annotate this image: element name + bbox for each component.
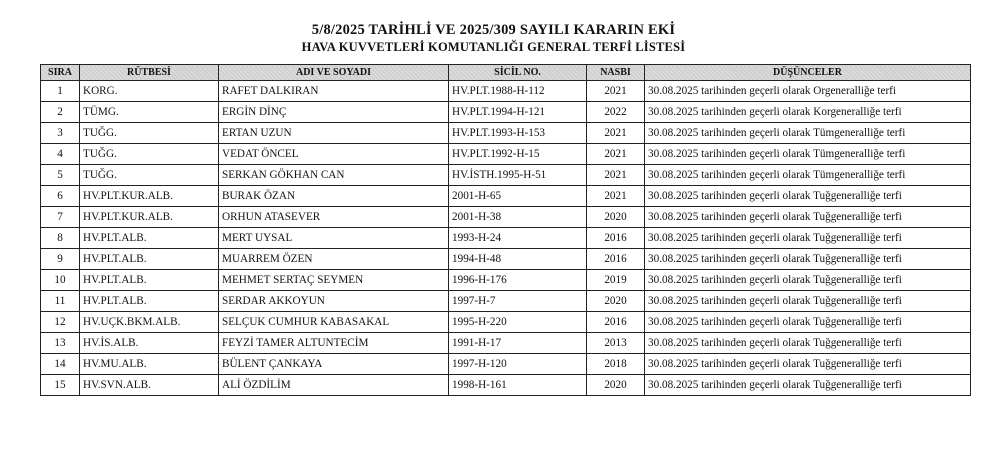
cell-nasbi: 2021: [587, 186, 645, 207]
cell-dusunceler: 30.08.2025 tarihinden geçerli olarak Tuğgeneralliğe terfi: [645, 270, 971, 291]
cell-nasbi: 2021: [587, 144, 645, 165]
cell-ad-soyad: RAFET DALKIRAN: [219, 81, 449, 102]
cell-sira: 13: [41, 333, 80, 354]
cell-sira: 12: [41, 312, 80, 333]
cell-nasbi: 2020: [587, 375, 645, 396]
cell-rutbe: TUĞG.: [80, 144, 219, 165]
cell-dusunceler: 30.08.2025 tarihinden geçerli olarak Orgeneralliğe terfi: [645, 81, 971, 102]
promotion-table: [40, 64, 971, 396]
table-row: [41, 144, 971, 165]
cell-sira: 11: [41, 291, 80, 312]
table-row: [41, 165, 971, 186]
cell-dusunceler: 30.08.2025 tarihinden geçerli olarak Tuğgeneralliğe terfi: [645, 312, 971, 333]
cell-rutbe: HV.İS.ALB.: [80, 333, 219, 354]
cell-rutbe: TUĞG.: [80, 165, 219, 186]
cell-dusunceler: 30.08.2025 tarihinden geçerli olarak Tümgeneralliğe terfi: [645, 165, 971, 186]
cell-sicil-no: 1993-H-24: [449, 228, 587, 249]
cell-dusunceler: 30.08.2025 tarihinden geçerli olarak Tuğgeneralliğe terfi: [645, 291, 971, 312]
cell-sicil-no: HV.PLT.1993-H-153: [449, 123, 587, 144]
cell-sira: 15: [41, 375, 80, 396]
cell-ad-soyad: MERT UYSAL: [219, 228, 449, 249]
cell-sira: 3: [41, 123, 80, 144]
cell-nasbi: 2018: [587, 354, 645, 375]
cell-dusunceler: 30.08.2025 tarihinden geçerli olarak Tümgeneralliğe terfi: [645, 144, 971, 165]
table-body: [41, 81, 971, 396]
cell-ad-soyad: SERKAN GÖKHAN CAN: [219, 165, 449, 186]
header-sicil-no: SİCİL NO.: [449, 65, 587, 81]
cell-sicil-no: 2001-H-65: [449, 186, 587, 207]
cell-dusunceler: 30.08.2025 tarihinden geçerli olarak Tuğgeneralliğe terfi: [645, 375, 971, 396]
cell-dusunceler: 30.08.2025 tarihinden geçerli olarak Korgeneralliğe terfi: [645, 102, 971, 123]
cell-ad-soyad: ORHUN ATASEVER: [219, 207, 449, 228]
cell-rutbe: HV.PLT.ALB.: [80, 291, 219, 312]
cell-ad-soyad: ALİ ÖZDİLİM: [219, 375, 449, 396]
table-row: [41, 249, 971, 270]
cell-rutbe: HV.UÇK.BKM.ALB.: [80, 312, 219, 333]
table-row: [41, 102, 971, 123]
cell-ad-soyad: MEHMET SERTAÇ SEYMEN: [219, 270, 449, 291]
header-ad-soyad: ADI VE SOYADI: [219, 65, 449, 81]
cell-rutbe: TÜMG.: [80, 102, 219, 123]
cell-nasbi: 2021: [587, 81, 645, 102]
cell-dusunceler: 30.08.2025 tarihinden geçerli olarak Tuğgeneralliğe terfi: [645, 186, 971, 207]
cell-ad-soyad: VEDAT ÖNCEL: [219, 144, 449, 165]
table-row: [41, 270, 971, 291]
cell-sicil-no: 1998-H-161: [449, 375, 587, 396]
cell-sicil-no: HV.PLT.1992-H-15: [449, 144, 587, 165]
cell-ad-soyad: ERTAN UZUN: [219, 123, 449, 144]
table-row: [41, 228, 971, 249]
cell-ad-soyad: BURAK ÖZAN: [219, 186, 449, 207]
cell-sira: 1: [41, 81, 80, 102]
cell-dusunceler: 30.08.2025 tarihinden geçerli olarak Tuğgeneralliğe terfi: [645, 333, 971, 354]
document-title: 5/8/2025 TARİHLİ VE 2025/309 SAYILI KARARIN EKİ: [311, 22, 676, 38]
cell-rutbe: HV.PLT.ALB.: [80, 249, 219, 270]
cell-sicil-no: 1997-H-7: [449, 291, 587, 312]
cell-sira: 5: [41, 165, 80, 186]
cell-nasbi: 2021: [587, 165, 645, 186]
cell-sira: 10: [41, 270, 80, 291]
table-row: [41, 186, 971, 207]
cell-rutbe: HV.MU.ALB.: [80, 354, 219, 375]
table-row: [41, 333, 971, 354]
cell-sicil-no: HV.PLT.1988-H-112: [449, 81, 587, 102]
cell-sicil-no: 1994-H-48: [449, 249, 587, 270]
cell-rutbe: TUĞG.: [80, 123, 219, 144]
cell-nasbi: 2016: [587, 249, 645, 270]
cell-dusunceler: 30.08.2025 tarihinden geçerli olarak Tuğgeneralliğe terfi: [645, 207, 971, 228]
table-header: [41, 65, 971, 81]
cell-sira: 6: [41, 186, 80, 207]
cell-sicil-no: 1995-H-220: [449, 312, 587, 333]
header-rutbe: RÜTBESİ: [80, 65, 219, 81]
cell-ad-soyad: SELÇUK CUMHUR KABASAKAL: [219, 312, 449, 333]
cell-rutbe: HV.PLT.KUR.ALB.: [80, 207, 219, 228]
cell-rutbe: HV.PLT.ALB.: [80, 270, 219, 291]
cell-rutbe: HV.PLT.ALB.: [80, 228, 219, 249]
cell-ad-soyad: ERGİN DİNÇ: [219, 102, 449, 123]
cell-nasbi: 2016: [587, 228, 645, 249]
table-row: [41, 81, 971, 102]
table-row: [41, 123, 971, 144]
cell-dusunceler: 30.08.2025 tarihinden geçerli olarak Tuğgeneralliğe terfi: [645, 228, 971, 249]
cell-nasbi: 2016: [587, 312, 645, 333]
cell-sicil-no: 2001-H-38: [449, 207, 587, 228]
cell-nasbi: 2013: [587, 333, 645, 354]
cell-rutbe: KORG.: [80, 81, 219, 102]
cell-ad-soyad: SERDAR AKKOYUN: [219, 291, 449, 312]
cell-sira: 2: [41, 102, 80, 123]
cell-ad-soyad: FEYZİ TAMER ALTUNTECİM: [219, 333, 449, 354]
cell-sira: 7: [41, 207, 80, 228]
header-nasbi: NASBI: [587, 65, 645, 81]
header-sira: SIRA: [41, 65, 80, 81]
table-row: [41, 312, 971, 333]
table-row: [41, 207, 971, 228]
cell-sira: 9: [41, 249, 80, 270]
cell-nasbi: 2020: [587, 291, 645, 312]
cell-rutbe: HV.PLT.KUR.ALB.: [80, 186, 219, 207]
cell-sira: 14: [41, 354, 80, 375]
cell-sicil-no: 1996-H-176: [449, 270, 587, 291]
cell-sira: 8: [41, 228, 80, 249]
cell-dusunceler: 30.08.2025 tarihinden geçerli olarak Tuğgeneralliğe terfi: [645, 249, 971, 270]
document-subtitle: HAVA KUVVETLERİ KOMUTANLIĞI GENERAL TERFİ LİSTESİ: [301, 40, 686, 54]
header-row: [41, 65, 971, 81]
cell-ad-soyad: BÜLENT ÇANKAYA: [219, 354, 449, 375]
cell-sicil-no: HV.PLT.1994-H-121: [449, 102, 587, 123]
cell-ad-soyad: MUARREM ÖZEN: [219, 249, 449, 270]
cell-sicil-no: HV.İSTH.1995-H-51: [449, 165, 587, 186]
cell-nasbi: 2021: [587, 123, 645, 144]
cell-sicil-no: 1991-H-17: [449, 333, 587, 354]
table-row: [41, 375, 971, 396]
table-row: [41, 291, 971, 312]
table-row: [41, 354, 971, 375]
header-dusunceler: DÜŞÜNCELER: [645, 65, 971, 81]
cell-dusunceler: 30.08.2025 tarihinden geçerli olarak Tuğgeneralliğe terfi: [645, 354, 971, 375]
cell-rutbe: HV.SVN.ALB.: [80, 375, 219, 396]
cell-nasbi: 2022: [587, 102, 645, 123]
cell-sicil-no: 1997-H-120: [449, 354, 587, 375]
cell-sira: 4: [41, 144, 80, 165]
cell-nasbi: 2019: [587, 270, 645, 291]
cell-nasbi: 2020: [587, 207, 645, 228]
cell-dusunceler: 30.08.2025 tarihinden geçerli olarak Tümgeneralliğe terfi: [645, 123, 971, 144]
